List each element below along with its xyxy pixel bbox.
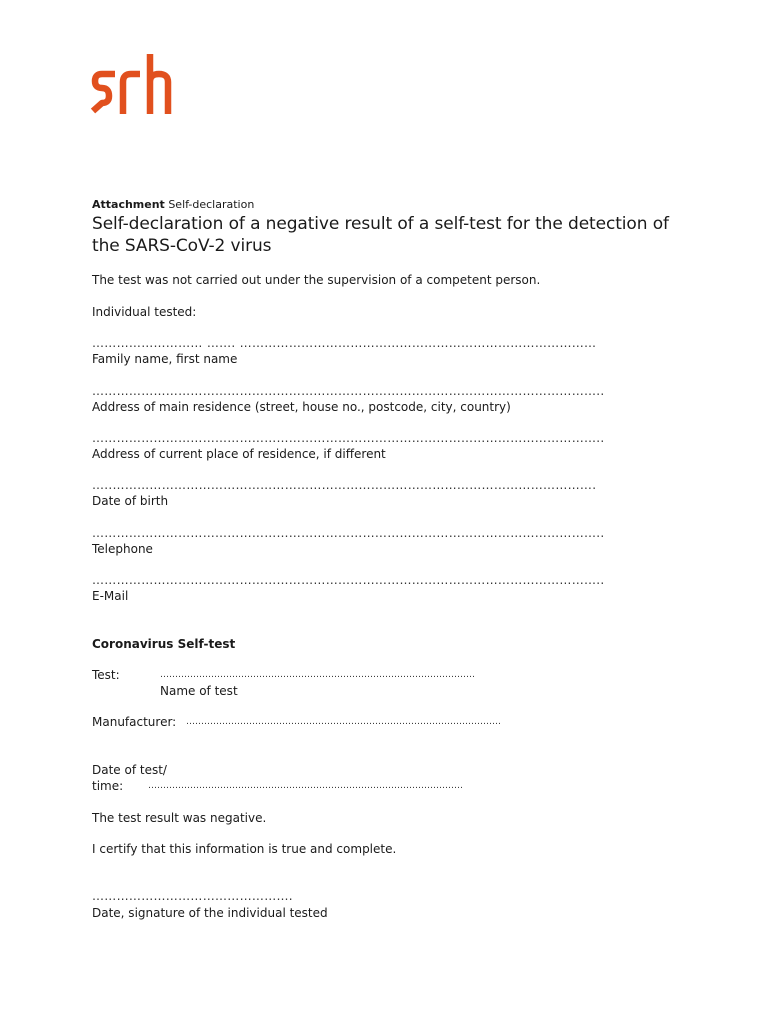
- name-field-dots[interactable]: ……………………… ……. ……………………………………………………………………………: [92, 336, 597, 350]
- main-residence-label: Address of main residence (street, house no., postcode, city, country): [92, 400, 511, 414]
- date-time-label-2: time:: [92, 779, 124, 793]
- name-field-label: Family name, first name: [92, 352, 238, 366]
- page-title: Self-declaration of a negative result of a self-test for the detection of the SARS-CoV-2 virus: [92, 214, 669, 256]
- email-label: E-Mail: [92, 589, 129, 603]
- dob-label: Date of birth: [92, 494, 169, 508]
- selftest-heading: Coronavirus Self-test: [92, 637, 236, 651]
- test-label: Test:: [92, 668, 120, 682]
- telephone-dots[interactable]: ……………………………………………………………………………………………………………..: [92, 526, 605, 540]
- date-time-dots[interactable]: ……………………………………………………………………………………………: [148, 781, 463, 791]
- srh-logo: [88, 52, 180, 118]
- attachment-line: [92, 198, 254, 211]
- manufacturer-dots[interactable]: ……………………………………………………………………………………………: [186, 717, 501, 727]
- signature-label: Date, signature of the individual tested: [92, 906, 328, 920]
- attachment-label: Attachment: [92, 198, 165, 211]
- result-text: The test result was negative.: [92, 811, 267, 825]
- main-residence-dots[interactable]: ……………………………………………………………………………………………………………..: [92, 384, 605, 398]
- date-time-label-1: Date of test/: [92, 763, 167, 777]
- telephone-label: Telephone: [92, 542, 153, 556]
- signature-dots[interactable]: ………………………………………….: [92, 889, 293, 903]
- test-name-sublabel: Name of test: [160, 684, 238, 698]
- email-dots[interactable]: ……………………………………………………………………………………………………………..: [92, 573, 605, 587]
- individual-label: Individual tested:: [92, 305, 197, 319]
- attachment-sub: Self-declaration: [168, 198, 255, 211]
- intro-text: The test was not carried out under the supervision of a competent person.: [92, 273, 541, 287]
- current-residence-label: Address of current place of residence, if different: [92, 447, 386, 461]
- certify-text: I certify that this information is true and complete.: [92, 842, 397, 856]
- test-name-dots[interactable]: ……………………………………………………………………………………………: [160, 670, 475, 680]
- manufacturer-label: Manufacturer:: [92, 715, 177, 729]
- dob-dots[interactable]: …..……………………………………………………………………………………………………….: [92, 478, 597, 492]
- current-residence-dots[interactable]: ……………………………………………………………………………………………………………..: [92, 431, 605, 445]
